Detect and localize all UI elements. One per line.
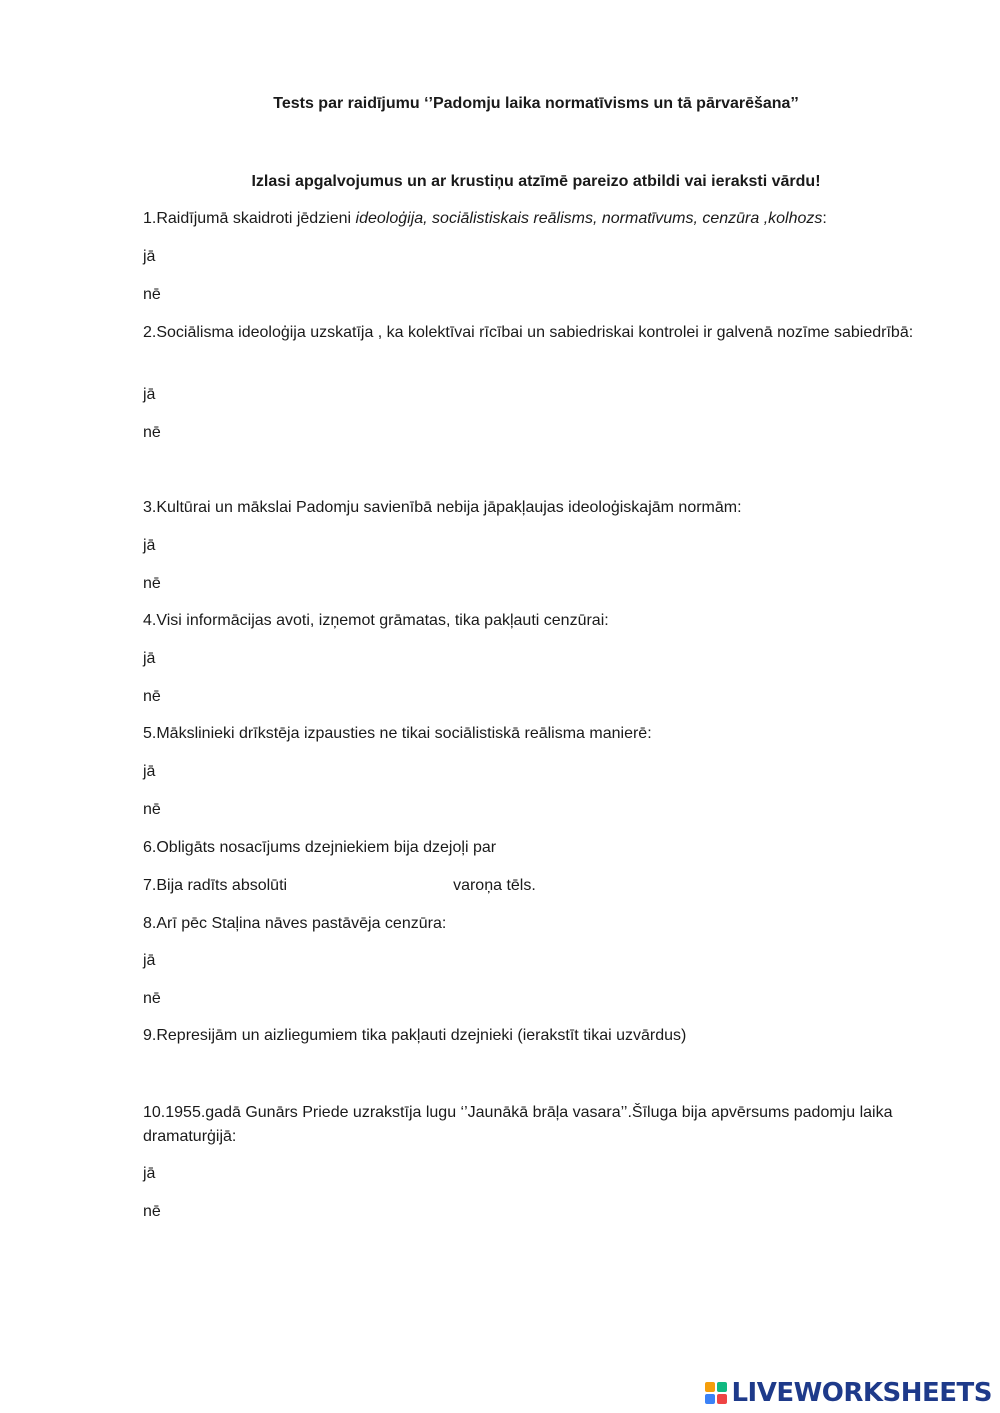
q4-option-yes[interactable]: jā xyxy=(143,650,156,667)
liveworksheets-logo-icon xyxy=(705,1382,727,1404)
question-6-text: 6.Obligāts nosacījums dzejniekiem bija dzejoļi par xyxy=(143,839,497,856)
liveworksheets-logo-text: LIVEWORKSHEETS xyxy=(731,1378,992,1408)
question-8: 8.Arī pēc Staļina nāves pastāvēja cenzūra: xyxy=(143,915,447,932)
question-1-terms: ideoloģija, sociālistiskais reālisms, normatīvums, cenzūra ,kolhozs xyxy=(355,210,823,227)
question-10: 10.1955.gadā Gunārs Priede uzrakstīja lugu ‘’Jaunākā brāļa vasara’’.Šīluga bija apvērsums padomju laika dramaturģijā: xyxy=(143,1104,893,1145)
q3-option-no[interactable]: nē xyxy=(143,575,161,592)
question-2: 2.Sociālisma ideoloģija uzskatīja , ka kolektīvai rīcībai un sabiedriskai kontrolei ir galvenā nozīme sabiedrībā: xyxy=(143,324,914,341)
question-1 xyxy=(143,210,827,228)
question-7-answer-input[interactable] xyxy=(289,877,451,895)
q10-option-yes[interactable]: jā xyxy=(143,1165,156,1182)
q4-option-no[interactable]: nē xyxy=(143,688,161,705)
question-7 xyxy=(143,877,536,895)
q3-option-yes[interactable]: jā xyxy=(143,537,156,554)
worksheet-title: Tests par raidījumu ‘’Padomju laika normatīvisms un tā pārvarēšana’’ xyxy=(273,95,799,112)
q2-option-no[interactable]: nē xyxy=(143,424,161,441)
question-5: 5.Mākslinieki drīkstēja izpausties ne tikai sociālistiskā reālisma manierē: xyxy=(143,725,652,742)
q2-option-yes[interactable]: jā xyxy=(143,386,156,403)
q5-option-no[interactable]: nē xyxy=(143,801,161,818)
q1-option-no[interactable]: nē xyxy=(143,286,161,303)
q8-option-yes[interactable]: jā xyxy=(143,952,156,969)
liveworksheets-logo xyxy=(705,1378,992,1408)
q8-option-no[interactable]: nē xyxy=(143,990,161,1007)
question-3: 3.Kultūrai un mākslai Padomju savienībā nebija jāpakļaujas ideoloģiskajām normām: xyxy=(143,499,742,516)
question-9: 9.Represijām un aizliegumiem tika pakļauti dzejnieki (ierakstīt tikai uzvārdus) xyxy=(143,1027,687,1044)
worksheet-instruction: Izlasi apgalvojumus un ar krustiņu atzīmē pareizo atbildi vai ieraksti vārdu! xyxy=(251,173,821,190)
question-6-answer-input[interactable] xyxy=(507,839,767,857)
q10-option-no[interactable]: nē xyxy=(143,1203,161,1220)
question-1-prefix: 1.Raidījumā skaidroti jēdzieni xyxy=(143,210,356,227)
q5-option-yes[interactable]: jā xyxy=(143,763,156,780)
question-9-answer-input[interactable] xyxy=(143,1058,743,1076)
question-6 xyxy=(143,839,767,857)
question-1-suffix: : xyxy=(822,210,827,227)
question-4: 4.Visi informācijas avoti, izņemot grāmatas, tika pakļauti cenzūrai: xyxy=(143,612,609,629)
question-7-suffix: varoņa tēls. xyxy=(453,877,536,894)
question-7-prefix: 7.Bija radīts absolūti xyxy=(143,877,288,894)
q1-option-yes[interactable]: jā xyxy=(143,248,156,265)
